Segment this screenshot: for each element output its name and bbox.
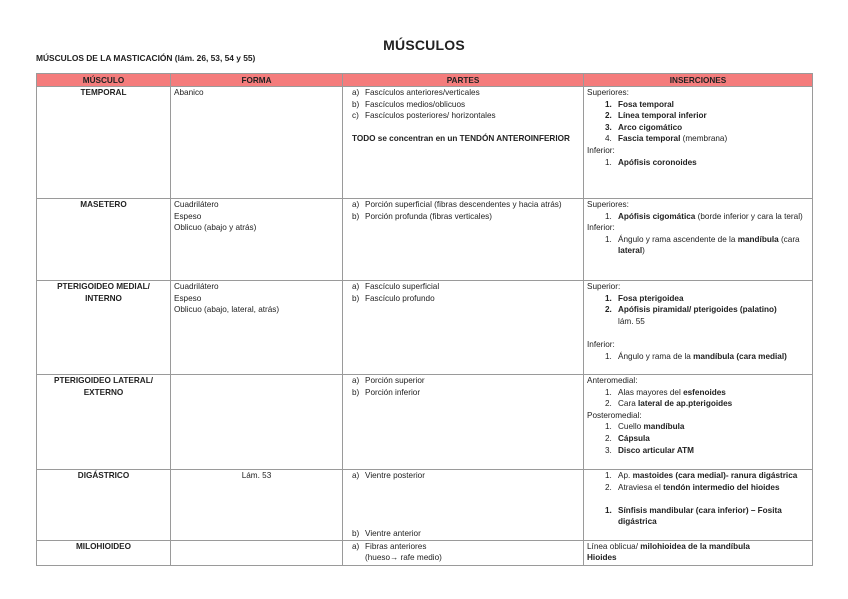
cell-partes <box>343 87 584 199</box>
cell-inserciones <box>584 87 813 199</box>
forma-line: Lám. 53 <box>241 471 272 480</box>
list-item: 3. Disco articular ATM <box>605 445 694 455</box>
cell-musculo: PTERIGOIDEO MEDIAL/ INTERNO <box>37 281 171 375</box>
cell-forma <box>171 375 343 470</box>
list-item: b) Vientre anterior <box>352 528 421 538</box>
ins-label: Inferior: <box>587 223 615 233</box>
cell-musculo: DIGÁSTRICO <box>37 470 171 541</box>
cell-partes <box>343 375 584 470</box>
cell-partes <box>343 470 584 541</box>
table-row <box>37 281 813 375</box>
list-item: a) Vientre posterior <box>352 471 425 480</box>
list-item: a) Porción superficial (fibras descendentes y hacia atrás) <box>352 200 562 209</box>
lamina-reference: lám. 55 <box>618 316 645 326</box>
list-item: b) Fascículos medios/oblicuos <box>352 99 466 109</box>
list-item: 2. Cápsula <box>605 433 650 443</box>
cell-musculo: PTERIGOIDEO LATERAL/ EXTERNO <box>37 375 171 470</box>
cell-inserciones <box>584 540 813 565</box>
forma-line: Oblicuo (abajo, lateral, atrás) <box>174 305 280 315</box>
list-item: a) Fibras anteriores <box>352 541 427 551</box>
ins-label: Superiores: <box>587 200 629 209</box>
cell-forma <box>171 281 343 375</box>
cell-inserciones <box>584 375 813 470</box>
list-item: 1. Ángulo y rama ascendente de la mandíbula (cara lateral) <box>605 234 800 256</box>
cell-inserciones <box>584 470 813 541</box>
table-row <box>37 199 813 281</box>
cell-inserciones <box>584 199 813 281</box>
list-item: 3. Arco cigomático <box>605 122 683 132</box>
forma-line: Espeso <box>174 293 202 303</box>
table-row <box>37 87 813 199</box>
cell-musculo: MASETERO <box>37 199 171 281</box>
header-musculo: MÚSCULO <box>37 74 171 87</box>
table-row <box>37 375 813 470</box>
table-row <box>37 470 813 541</box>
cell-forma <box>171 470 343 541</box>
list-item: 2. Cara lateral de ap.pterigoides <box>605 399 733 409</box>
cell-forma <box>171 199 343 281</box>
insertion-line: Hioides <box>587 553 617 563</box>
ins-label: Superior: <box>587 282 621 291</box>
ins-label: Superiores: <box>587 88 629 97</box>
list-item: (hueso→ rafe medio) <box>365 553 442 563</box>
page-title: MÚSCULOS <box>383 37 465 53</box>
forma-line: Cuadrilátero <box>174 282 219 291</box>
section-subtitle: MÚSCULOS DE LA MASTICACIÓN (lám. 26, 53, 54 y 55) <box>36 53 256 63</box>
header-forma: FORMA <box>171 74 343 87</box>
list-item: c) Fascículos posteriores/ horizontales <box>352 111 496 121</box>
cell-partes <box>343 281 584 375</box>
cell-inserciones <box>584 281 813 375</box>
partes-note: TODO se concentran en un TENDÓN ANTEROINFERIOR <box>352 134 570 144</box>
list-item: b) Porción profunda (fibras verticales) <box>352 211 492 221</box>
list-item: 1. Fosa pterigoidea <box>605 293 684 303</box>
insertion-line: Línea oblicua/ milohioidea de la mandíbula <box>587 541 750 551</box>
list-item: 1. Sínfisis mandibular (cara inferior) – Fosita digástrica <box>605 505 782 527</box>
table-row <box>37 540 813 565</box>
list-item: 1. Ángulo y rama de la mandíbula (cara medial) <box>605 351 787 361</box>
forma-line: Abanico <box>174 88 204 97</box>
list-item: 1. Apófisis coronoides <box>605 157 697 167</box>
ins-label: Anteromedial: <box>587 376 638 385</box>
ins-label: Inferior: <box>587 145 615 155</box>
cell-musculo: TEMPORAL <box>37 87 171 199</box>
muscles-table <box>36 73 813 566</box>
forma-line: Cuadrilátero <box>174 200 219 209</box>
list-item: 4. Fascia temporal (membrana) <box>605 134 728 144</box>
header-inserciones: INSERCIONES <box>584 74 813 87</box>
list-item: a) Fascículo superficial <box>352 282 440 291</box>
table-header-row <box>37 74 813 87</box>
cell-partes <box>343 199 584 281</box>
ins-label: Posteromedial: <box>587 410 642 420</box>
ins-label: Inferior: <box>587 339 615 349</box>
list-item: 2. Apófisis piramidal/ pterigoides (palatino) <box>605 305 777 315</box>
list-item: 2. Atraviesa el tendón intermedio del hioides <box>605 482 780 492</box>
list-item: 1. Cuello mandíbula <box>605 422 685 432</box>
list-item: 1. Apófisis cigomática (borde inferior y cara la teral) <box>605 211 803 221</box>
list-item: a) Fascículos anteriores/verticales <box>352 88 480 97</box>
list-item: 1. Ap. mastoides (cara medial)- ranura digástrica <box>605 471 798 480</box>
cell-musculo: MILOHIOIDEO <box>37 540 171 565</box>
list-item: b) Fascículo profundo <box>352 293 435 303</box>
list-item: 2. Línea temporal inferior <box>605 111 707 121</box>
list-item: 1. Fosa temporal <box>605 99 674 109</box>
list-item: b) Porción inferior <box>352 387 421 397</box>
forma-line: Oblicuo (abajo y atrás) <box>174 223 257 233</box>
header-partes: PARTES <box>343 74 584 87</box>
cell-forma <box>171 540 343 565</box>
cell-forma <box>171 87 343 199</box>
list-item: a) Porción superior <box>352 376 425 385</box>
forma-line: Espeso <box>174 211 202 221</box>
list-item: 1. Alas mayores del esfenoides <box>605 387 726 397</box>
cell-partes <box>343 540 584 565</box>
